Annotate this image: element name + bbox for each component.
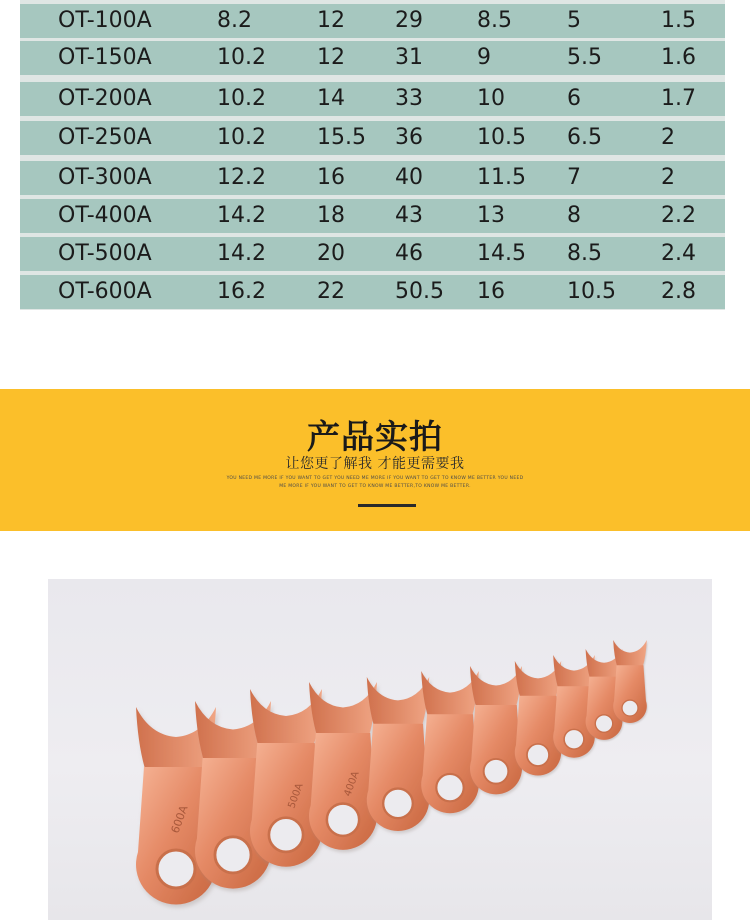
cell-dim-3: 43 <box>395 203 423 228</box>
cell-dim-6: 2.8 <box>661 279 696 304</box>
cell-dim-5: 5 <box>567 8 581 33</box>
banner-title: 产品实拍 <box>307 417 443 456</box>
cell-dim-2: 18 <box>317 203 345 228</box>
table-row <box>20 41 725 75</box>
lug-label-600a: 600A <box>168 803 191 836</box>
table-row <box>20 275 725 309</box>
table-row <box>20 237 725 271</box>
cell-model: OT-600A <box>58 279 152 304</box>
cell-dim-4: 10.5 <box>477 125 526 150</box>
cell-dim-3: 40 <box>395 165 423 190</box>
cell-dim-4: 8.5 <box>477 8 512 33</box>
cell-dim-4: 14.5 <box>477 241 526 266</box>
copper-lug-icon <box>309 682 377 850</box>
cell-model: OT-500A <box>58 241 152 266</box>
cell-dim-6: 1.5 <box>661 8 696 33</box>
banner-tiny-text-1: YOU NEED ME MORE IF YOU WANT TO GET YOU NEED ME MORE IF YOU WANT TO GET TO KNOW ME BETTER YOU NEED <box>226 476 524 481</box>
cell-dim-4: 13 <box>477 203 505 228</box>
cell-model: OT-400A <box>58 203 152 228</box>
cell-dim-3: 36 <box>395 125 423 150</box>
cell-dim-4: 9 <box>477 45 491 70</box>
banner-divider <box>358 504 416 507</box>
cell-dim-3: 33 <box>395 86 423 111</box>
copper-lug-icon <box>250 689 322 867</box>
cell-dim-3: 31 <box>395 45 423 70</box>
cell-dim-1: 8.2 <box>217 8 252 33</box>
cell-model: OT-250A <box>58 125 152 150</box>
cell-dim-6: 1.6 <box>661 45 696 70</box>
cell-dim-6: 2.4 <box>661 241 696 266</box>
table-row <box>20 161 725 195</box>
table-row <box>20 82 725 116</box>
cell-dim-3: 29 <box>395 8 423 33</box>
copper-lug-icon <box>421 671 479 813</box>
lug-label-500a: 500A <box>286 781 306 811</box>
spec-table <box>20 0 725 310</box>
copper-lug-icon <box>367 677 429 831</box>
cell-model: OT-200A <box>58 86 152 111</box>
cell-dim-1: 12.2 <box>217 165 266 190</box>
cell-model: OT-300A <box>58 165 152 190</box>
product-photo <box>48 579 712 920</box>
cell-model: OT-100A <box>58 8 152 33</box>
lug-label-400a: 400A <box>342 769 362 799</box>
cell-dim-5: 8.5 <box>567 241 602 266</box>
cell-dim-6: 2 <box>661 125 675 150</box>
table-row <box>20 121 725 155</box>
cell-dim-2: 16 <box>317 165 345 190</box>
cell-dim-4: 10 <box>477 86 505 111</box>
cell-dim-6: 2.2 <box>661 203 696 228</box>
cell-dim-3: 50.5 <box>395 279 444 304</box>
cell-dim-2: 22 <box>317 279 345 304</box>
cell-dim-5: 7 <box>567 165 581 190</box>
banner-subtitle: 让您更了解我 才能更需要我 <box>285 456 465 472</box>
cell-dim-1: 10.2 <box>217 125 266 150</box>
cell-dim-1: 14.2 <box>217 203 266 228</box>
cell-dim-5: 6.5 <box>567 125 602 150</box>
cell-dim-2: 20 <box>317 241 345 266</box>
table-row <box>20 199 725 233</box>
cell-dim-6: 2 <box>661 165 675 190</box>
cell-dim-2: 12 <box>317 8 345 33</box>
cell-dim-2: 14 <box>317 86 345 111</box>
banner-tiny-text-2: ME MORE IF YOU WANT TO GET TO KNOW ME BETTER,TO KNOW ME BETTER. <box>279 484 471 489</box>
cell-dim-5: 5.5 <box>567 45 602 70</box>
copper-ring-terminal-lugs-icon <box>48 579 712 920</box>
cell-model: OT-150A <box>58 45 152 70</box>
cell-dim-1: 16.2 <box>217 279 266 304</box>
copper-lug-icon <box>613 640 647 723</box>
cell-dim-4: 11.5 <box>477 165 526 190</box>
copper-lug-icon <box>515 661 561 776</box>
copper-lug-icon <box>470 666 522 794</box>
cell-dim-1: 10.2 <box>217 45 266 70</box>
cell-dim-1: 10.2 <box>217 86 266 111</box>
cell-dim-3: 46 <box>395 241 423 266</box>
cell-dim-5: 10.5 <box>567 279 616 304</box>
table-row <box>20 4 725 38</box>
cell-dim-2: 15.5 <box>317 125 366 150</box>
section-banner <box>0 389 750 531</box>
cell-dim-5: 8 <box>567 203 581 228</box>
cell-dim-4: 16 <box>477 279 505 304</box>
cell-dim-5: 6 <box>567 86 581 111</box>
cell-dim-6: 1.7 <box>661 86 696 111</box>
cell-dim-1: 14.2 <box>217 241 266 266</box>
cell-dim-2: 12 <box>317 45 345 70</box>
